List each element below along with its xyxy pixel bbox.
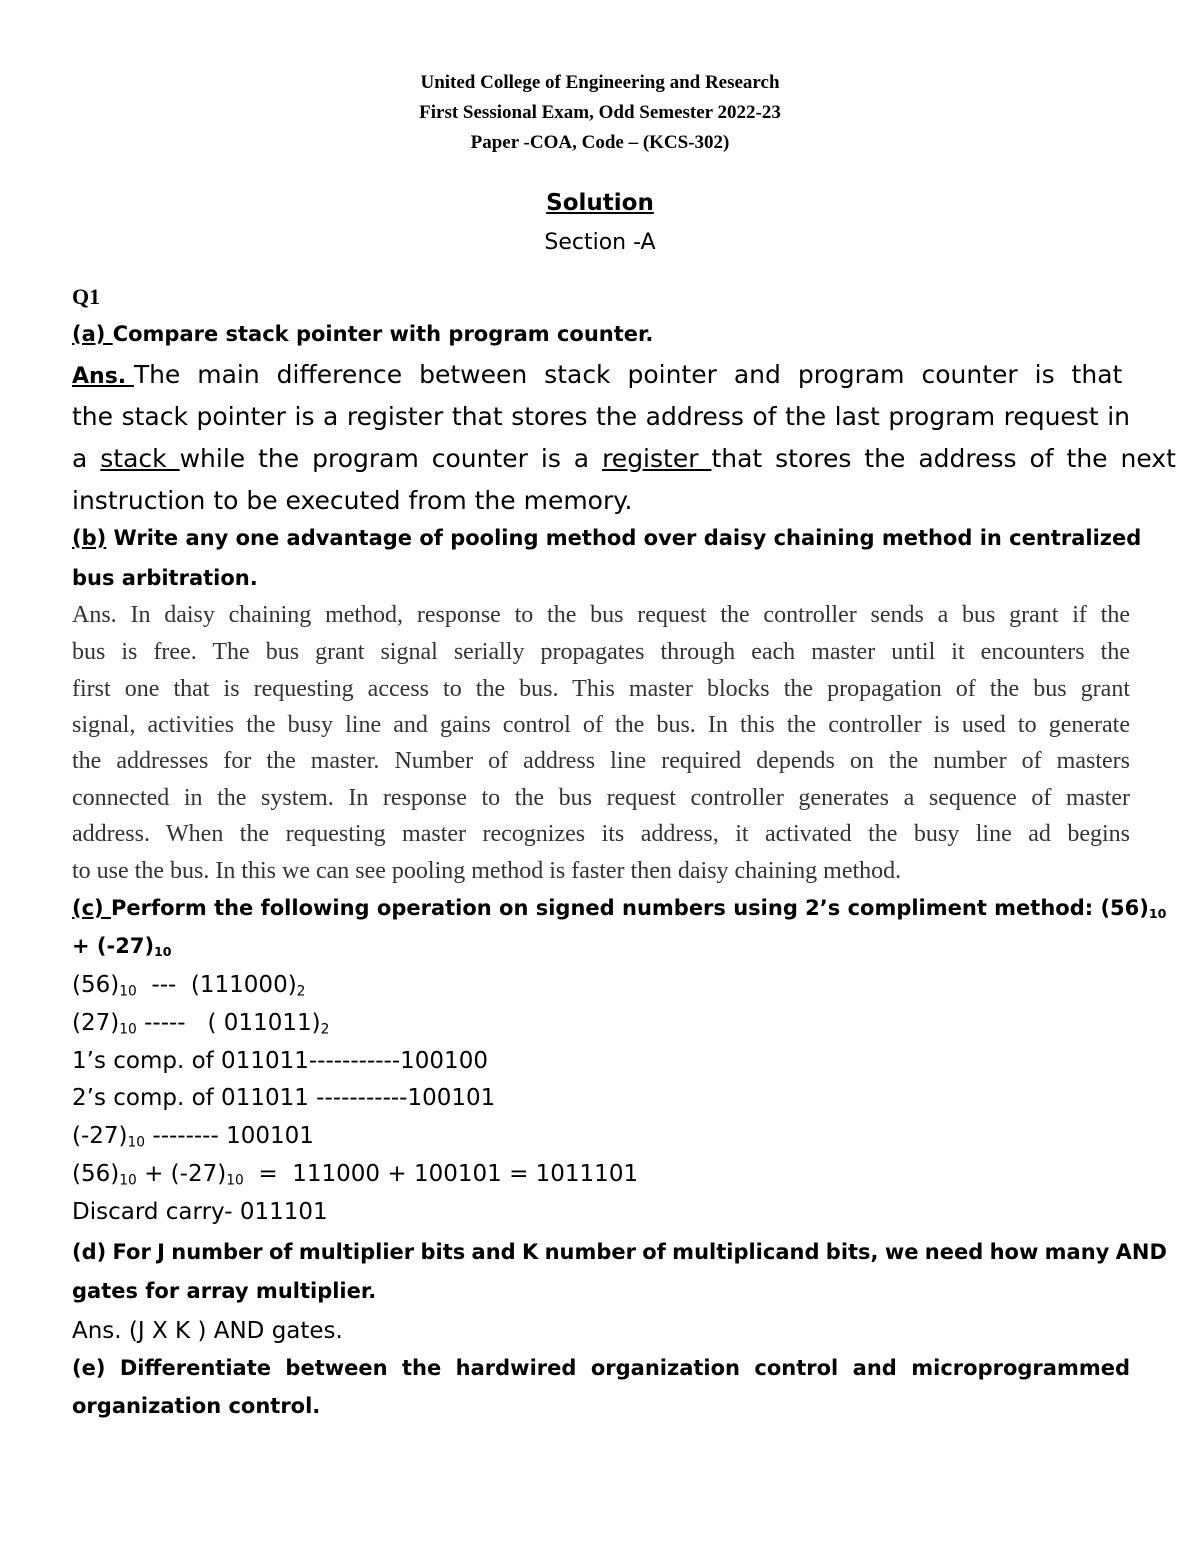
question-c xyxy=(72,896,1167,922)
answer-b-line: Ans. In daisy chaining method, response to the bus request the controller sends a bus grant if the xyxy=(72,602,1130,628)
question-c-operand: + (-27) xyxy=(72,934,155,958)
calc-text: + (-27) xyxy=(136,1161,227,1187)
subscript: 10 xyxy=(154,944,172,960)
answer-b-line: address. When the requesting master recognizes its address, it activated the busy line ad begins xyxy=(72,821,1130,847)
exam-title: First Sessional Exam, Odd Semester 2022-23 xyxy=(419,102,781,123)
question-d-line2: gates for array multiplier. xyxy=(72,1279,377,1303)
subscript: 10 xyxy=(119,983,137,1000)
institution-name: United College of Engineering and Research xyxy=(420,72,780,93)
stack-link[interactable]: stack xyxy=(100,444,180,473)
question-b-text-line1: Write any one advantage of pooling method over daisy chaining method in centralized xyxy=(106,526,1142,550)
section-title: Section -A xyxy=(544,230,656,255)
calc-text: (56) xyxy=(72,972,120,998)
calc-text: ----- ( 011011) xyxy=(136,1010,321,1036)
paper-code: Paper -COA, Code – (KCS-302) xyxy=(470,132,730,153)
question-e-line1: (e) Differentiate between the hardwired organization control and microprogrammed xyxy=(72,1356,1130,1380)
question-a-text: Compare stack pointer with program counter. xyxy=(112,322,654,346)
question-a-label: (a) xyxy=(72,322,113,346)
question-b-text-line2: bus arbitration. xyxy=(72,566,258,590)
question-d-line1: (d) For J number of multiplier bits and K number of multiplicand bits, we need how many AND xyxy=(72,1240,1167,1264)
calc-line-3: 1’s comp. of 011011-----------100100 xyxy=(72,1048,488,1074)
subscript: 10 xyxy=(119,1172,137,1189)
answer-d: Ans. (J X K ) AND gates. xyxy=(72,1318,343,1344)
answer-a-line2: the stack pointer is a register that stores the address of the last program request in xyxy=(72,402,1130,431)
question-c-text-line2 xyxy=(72,934,1130,958)
question-b-label: (b) xyxy=(72,526,107,550)
answer-a-line3-post: that stores the address of the next xyxy=(711,444,1176,473)
subscript: 2 xyxy=(320,1021,330,1038)
question-a xyxy=(72,322,1130,346)
answer-b-line: connected in the system. In response to the bus request controller generates a sequence of master xyxy=(72,785,1130,811)
calc-line-2 xyxy=(72,1010,1130,1036)
register-link[interactable]: register xyxy=(602,444,712,473)
calc-line-7: Discard carry- 011101 xyxy=(72,1199,328,1225)
answer-a-line3 xyxy=(72,444,1176,473)
calc-text: (27) xyxy=(72,1010,120,1036)
question-number: Q1 xyxy=(72,284,101,309)
calc-line-1 xyxy=(72,972,1130,998)
answer-a-line3-pre: a xyxy=(72,444,101,473)
answer-b-line: first one that is requesting access to the bus. This master blocks the propagation of the bus grant xyxy=(72,676,1130,702)
answer-b-line: bus is free. The bus grant signal serially propagates through each master until it encounters the xyxy=(72,639,1130,665)
question-e-line2: organization control. xyxy=(72,1394,321,1418)
answer-a-line3-mid: while the program counter is a xyxy=(179,444,603,473)
answer-a-line1: The main difference between stack pointer and program counter is that xyxy=(133,360,1123,389)
subscript: 10 xyxy=(119,1021,137,1038)
calc-line-4: 2’s comp. of 011011 -----------100101 xyxy=(72,1085,496,1111)
calc-text: -------- 100101 xyxy=(145,1123,314,1149)
calc-text: (-27) xyxy=(72,1123,128,1149)
calc-line-6 xyxy=(72,1161,1130,1187)
answer-b-line: signal, activities the busy line and gains control of the bus. In this the controller is used to generate xyxy=(72,712,1130,738)
solution-title: Solution xyxy=(546,190,654,216)
calc-text: (56) xyxy=(72,1161,120,1187)
subscript: 10 xyxy=(127,1134,146,1151)
subscript: 10 xyxy=(226,1172,244,1189)
answer-a-line xyxy=(72,360,1130,389)
answer-a-line4: instruction to be executed from the memory. xyxy=(72,486,633,515)
subscript: 2 xyxy=(296,983,306,1000)
calc-text: --- (111000) xyxy=(136,972,297,998)
question-b xyxy=(72,526,1142,550)
question-c-text-line1: Perform the following operation on signed numbers using 2’s compliment method: (56) xyxy=(110,896,1149,920)
calc-text: = 111000 + 100101 = 1011101 xyxy=(243,1161,639,1187)
answer-a-label: Ans. xyxy=(72,364,134,389)
calc-line-5 xyxy=(72,1123,1130,1149)
question-c-label: (c) xyxy=(72,896,111,920)
answer-b-line: to use the bus. In this we can see pooling method is faster then daisy chaining method. xyxy=(72,858,902,884)
subscript: 10 xyxy=(1148,906,1167,922)
answer-b-line: the addresses for the master. Number of address line required depends on the number of masters xyxy=(72,748,1130,774)
